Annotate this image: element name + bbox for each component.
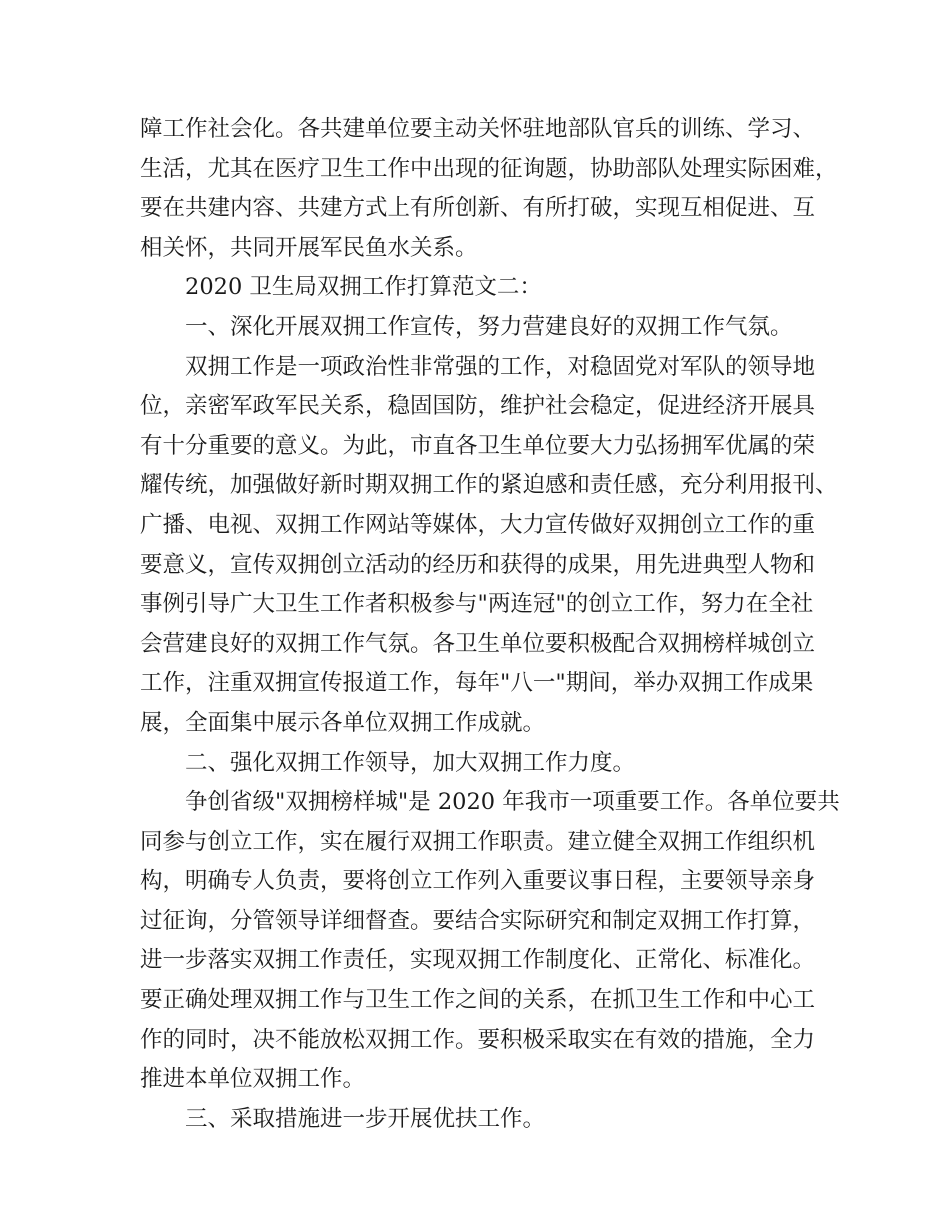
text-line: 障工作社会化。各共建单位要主动关怀驻地部队官兵的训练、学习、	[140, 116, 816, 142]
text-line: 工作，注重双拥宣传报道工作，每年"八一"期间，举办双拥工作成果	[140, 670, 814, 697]
text-line: 同参与创立工作，实在履行双拥工作职责。建立健全双拥工作组织机	[140, 828, 816, 855]
text-line: 要正确处理双拥工作与卫生工作之间的关系，在抓卫生工作和中心工	[140, 987, 816, 1014]
section-heading: 三、采取措施进一步开展优扶工作。	[185, 1105, 546, 1132]
text-line: 位，亲密军政军民关系，稳固国防，维护社会稳定，促进经济开展具	[140, 393, 816, 420]
text-line: 过征询，分管领导详细督查。要结合实际研究和制定双拥工作打算，	[140, 907, 816, 934]
text-line: 广播、电视、双拥工作网站等媒体，大力宣传做好双拥创立工作的重	[140, 511, 816, 538]
text-line: 展，全面集中展示各单位双拥工作成就。	[140, 709, 546, 736]
text-line: 相关怀，共同开展军民鱼水关系。	[140, 234, 478, 261]
section-heading: 2020 卫生局双拥工作打算范文二：	[185, 274, 542, 301]
text-line: 要在共建内容、共建方式上有所创新、有所打破，实现互相促进、互	[140, 195, 816, 222]
text-line: 要意义，宣传双拥创立活动的经历和获得的成果，用先进典型人物和	[140, 551, 816, 578]
text-line: 事例引导广大卫生工作者积极参与"两连冠"的创立工作，努力在全社	[140, 591, 814, 618]
section-heading: 一、深化开展双拥工作宣传，努力营建良好的双拥工作气氛。	[185, 313, 793, 340]
text-line: 推进本单位双拥工作。	[140, 1066, 366, 1093]
text-line: 生活，尤其在医疗卫生工作中出现的征询题，协助部队处理实际困难，	[140, 155, 838, 182]
text-line: 争创省级"双拥榜样城"是 2020 年我市一项重要工作。各单位要共	[185, 789, 840, 816]
text-line: 双拥工作是一项政治性非常强的工作，对稳固党对军队的领导地	[185, 353, 816, 380]
text-line: 有十分重要的意义。为此，市直各卫生单位要大力弘扬拥军优属的荣	[140, 432, 816, 459]
text-line: 作的同时，决不能放松双拥工作。要积极采取实在有效的措施，全力	[140, 1026, 816, 1053]
text-line: 会营建良好的双拥工作气氛。各卫生单位要积极配合双拥榜样城创立	[140, 630, 816, 657]
text-line: 进一步落实双拥工作责任，实现双拥工作制度化、正常化、标准化。	[140, 947, 816, 974]
section-heading: 二、强化双拥工作领导，加大双拥工作力度。	[185, 749, 636, 776]
text-line: 构，明确专人负责，要将创立工作列入重要议事日程，主要领导亲身	[140, 868, 816, 895]
text-line: 耀传统，加强做好新时期双拥工作的紧迫感和责任感，充分利用报刊、	[140, 472, 838, 499]
document-body	[140, 110, 840, 1139]
